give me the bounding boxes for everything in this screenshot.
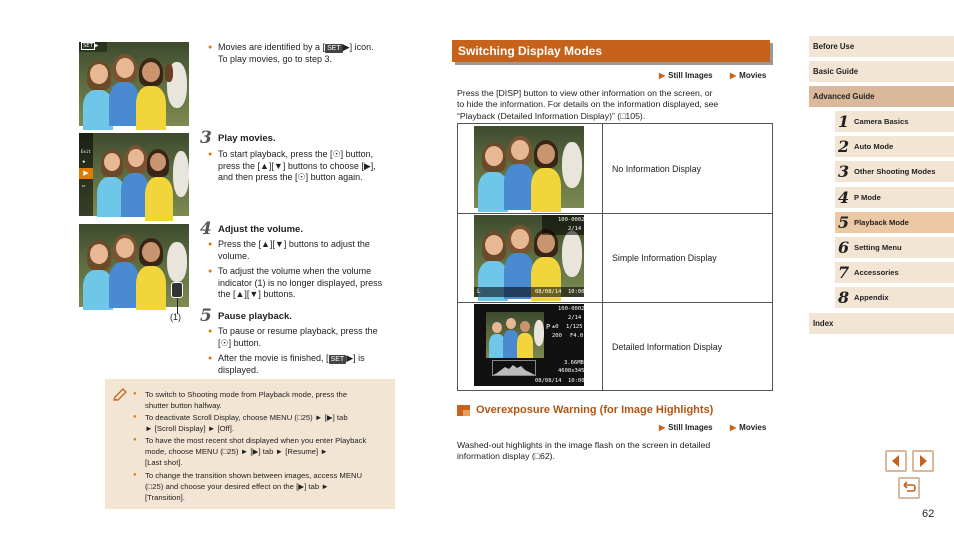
section-header <box>452 40 770 62</box>
step-4-bullet-2: ● To adjust the volume when the volume indicator (1) is no longer displayed, press the [▲][▼] buttons. <box>218 266 398 301</box>
step-5-title: Pause playback. <box>218 311 292 322</box>
step-4-title: Adjust the volume. <box>218 224 303 235</box>
row-label: No Information Display <box>612 164 701 174</box>
simple-info-photo <box>474 215 584 297</box>
step-3-number: 3 <box>200 128 212 148</box>
nav-chapter-accessories[interactable]: 7 Accessories <box>834 262 954 283</box>
nav-chapter-auto-mode[interactable]: 2 Auto Mode <box>834 136 954 157</box>
nav-advanced-guide[interactable]: Advanced Guide <box>809 86 954 107</box>
shot-time: 10:00 <box>568 289 585 295</box>
nav-chapter-playback-mode[interactable]: 5 Playback Mode <box>834 212 954 233</box>
arrow-right-icon <box>912 450 934 472</box>
nav-before-use[interactable]: Before Use <box>809 36 954 57</box>
tip-line: To have the most recent shot displayed when you enter Playback <box>145 436 367 445</box>
next-page-button[interactable] <box>912 450 934 472</box>
tip-line: To deactivate Scroll Display, choose MENU (□25) ► [▶] tab <box>145 413 348 422</box>
play-icon: ▶ <box>79 168 93 179</box>
tag-still-images: ▶ Still Images <box>659 423 713 432</box>
nav-basic-guide[interactable]: Basic Guide <box>809 61 954 82</box>
shooting-mode: P <box>546 323 551 331</box>
row-label: Simple Information Display <box>612 253 717 263</box>
edit-icon: ✂ <box>82 183 86 190</box>
volume-indicator-icon <box>171 282 183 298</box>
tip-line: [Transition]. <box>145 493 185 502</box>
no-info-photo <box>474 126 584 208</box>
tag-movies: ▶ Movies <box>730 71 766 80</box>
tip-box: ● To switch to Shooting mode from Playback mode, press the shutter button halfway. ● To deactivate Scroll Display, choose MENU (□25) ► [▶] tab ► [Scroll Display] ► [Off]. ● To have the most recent shot displayed when you enter Playback mode, choose MENU (□25) ► [▶] tab ► [Resume] ► [Last shot]. ● To change the transition shown between images, access MENU (□25) and choose your desired effect on the [▶] tab ► [Transition]. <box>105 379 395 509</box>
nav-chapter-appendix[interactable]: 8 Appendix <box>834 287 954 308</box>
intro-bullet: ● Movies are identified by a [ SET ▶] icon. To play movies, go to step 3. <box>218 42 398 65</box>
step-5-number: 5 <box>200 306 212 326</box>
image-count: 2/14 <box>568 226 582 232</box>
return-button[interactable] <box>898 477 920 499</box>
step-3-bullet: ● To start playback, press the [☉] button, press the [▲][▼] buttons to choose [▶], and then press the [☉] button again. <box>218 149 398 184</box>
nav-chapter-p-mode[interactable]: 4 P Mode <box>834 187 954 208</box>
step-5-bullet-2: ● After the movie is finished, [ SET ▶] is displayed. <box>218 353 398 376</box>
shot-date: 08/08/14 <box>535 378 562 384</box>
row-label: Detailed Information Display <box>612 342 723 352</box>
set-movie-icon: SET ▶ <box>83 43 99 49</box>
tip-line: mode, choose MENU (□25) ► [▶] tab ► [Resume] ► <box>145 447 328 456</box>
detail-info-photo <box>474 304 588 386</box>
return-icon <box>898 477 920 499</box>
nav-chapter-camera-basics[interactable]: 1 Camera Basics <box>834 111 954 132</box>
step-3-title: Play movies. <box>218 133 276 144</box>
iso: 200 <box>552 333 562 339</box>
shot-date: 08/08/14 <box>535 289 562 295</box>
movie-photo-1 <box>79 42 189 126</box>
page-number: 62 <box>922 508 935 520</box>
movie-photo-2 <box>79 133 189 216</box>
tip-line: [Last shot]. <box>145 458 183 467</box>
resolution: 4608x3456 <box>558 368 588 374</box>
exit-icon: Exit <box>81 149 91 154</box>
tag-movies: ▶ Movies <box>730 423 766 432</box>
tip-line: ► [Scroll Display] ► [Off]. <box>145 424 234 433</box>
step-4-number: 4 <box>200 219 212 239</box>
tip-line: (□25) and choose your desired effect on the [▶] tab ► <box>145 482 329 491</box>
tag-still-images: ▶ Still Images <box>659 71 713 80</box>
subsection-title: Overexposure Warning (for Image Highlights) <box>476 404 714 416</box>
nav-index[interactable]: Index <box>809 313 954 334</box>
nav-chapter-setting-menu[interactable]: 6 Setting Menu <box>834 237 954 258</box>
image-count: 2/14 <box>568 315 582 321</box>
star-icon: ★ <box>82 158 86 165</box>
nav-chapter-other-shooting-modes[interactable]: 3 Other Shooting Modes <box>834 161 954 182</box>
overexposure-icon <box>457 405 470 416</box>
movie-photo-3 <box>79 224 189 307</box>
step-5-bullet-1: ● To pause or resume playback, press the [☉] button. <box>218 326 398 349</box>
file-size: 3.66MB <box>564 360 584 366</box>
step-4-bullet-1: ● Press the [▲][▼] buttons to adjust the volume. <box>218 239 398 262</box>
tip-line: To switch to Shooting mode from Playback mode, press the <box>145 390 348 399</box>
pencil-icon <box>112 388 128 402</box>
section-title: Switching Display Modes <box>458 44 603 58</box>
histogram <box>492 360 536 376</box>
image-size: L <box>477 288 481 295</box>
callout-label: (1) <box>170 312 181 322</box>
arrow-left-icon <box>885 450 907 472</box>
intro-paragraph: Press the [DISP] button to view other information on the screen, or to hide the information. For details on the information displayed, see “Playback (Detailed Information Display)” (□105). <box>457 88 719 121</box>
tip-line: To change the transition shown between images, access MENU <box>145 471 363 480</box>
exposure-comp: ±0 <box>552 324 559 330</box>
prev-page-button[interactable] <box>885 450 907 472</box>
tip-line: shutter button halfway. <box>145 401 222 410</box>
overexposure-paragraph: Washed-out highlights in the image flash on the screen in detailed information display (□62). <box>457 440 711 462</box>
file-number: 100-0002 <box>558 217 585 223</box>
aperture: F4.0 <box>570 333 584 339</box>
file-number: 100-0002 <box>558 306 585 312</box>
shot-time: 10:00 <box>568 378 585 384</box>
shutter-speed: 1/125 <box>566 324 583 330</box>
